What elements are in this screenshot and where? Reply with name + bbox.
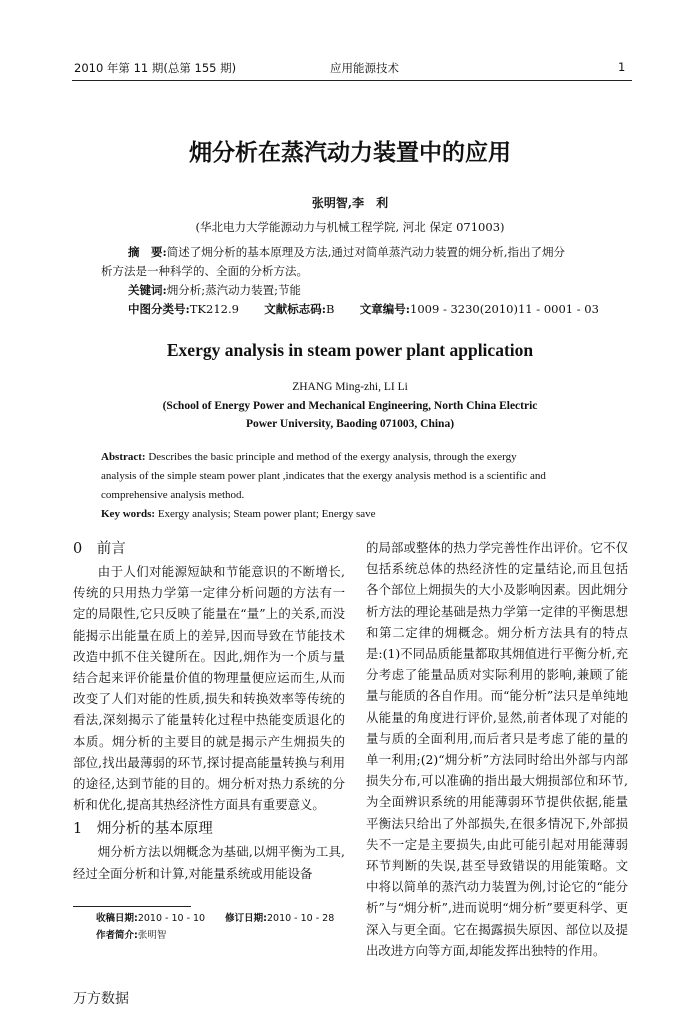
abstract-cn-text2: 析方法是一种科学的、全面的分析方法。 xyxy=(101,264,308,278)
revised-label: 修订日期: xyxy=(225,913,267,924)
right-column xyxy=(366,537,628,961)
keywords-cn xyxy=(128,281,638,300)
classification-line xyxy=(128,300,648,319)
abstract-cn-label: 摘 要: xyxy=(128,245,167,259)
header-issue: 2010 年第 11 期(总第 155 期) xyxy=(74,61,237,75)
section-1-heading: 1 㶲分析的基本原理 xyxy=(73,821,213,838)
section-0-paragraph: 由于人们对能源短缺和节能意识的不断增长,传统的只用热力学第一定律分析问题的方法有一定的局限性,它只反映了能量在“量”上的关系,而没能揭示出能量在质上的差异,因而导致在节能技术改造中抓不住关键所在。因此,㶲作为一个质与量结合起来评价能量价值的物理量便应运而生,从而改变了人们对能的性质,损失和转换效率等传统的看法,深刻揭示了能量转化过程中热能变质退化的本质。㶲分析的主要目的就是揭示产生㶲损失的部位,找出最薄弱的环节,探讨提高能量转换与利用的途径,达到节能的目的。㶲分析对热力系统的分析和优化,提高其热经济性方面具有重要意义。 xyxy=(73,564,345,813)
received-date: 2010 - 10 - 10 xyxy=(137,913,206,924)
keywords-en xyxy=(101,505,621,524)
author-bio-label: 作者简介: xyxy=(96,930,138,941)
abstract-cn-text1: 简述了㶲分析的基本原理及方法,通过对简单蒸汽动力装置的㶲分析,指出了㶲分 xyxy=(166,245,566,259)
right-column-paragraph: 的局部或整体的热力学完善性作出评价。它不仅包括系统总体的热经济性的定量结论,而且包括各个部位上㶲损失的大小及影响因素。因此㶲分析方法的理论基础是热力学第一定律的平衡思想和第二定律的㶲概念。㶲分析方法具有的特点是:(1)不同品质能量都取其㶲值进行平衡分析,充分考虑了能量品质对实际利用的影响,兼顾了能量与能质的各自作用。而“能分析”法只是单纯地从能量的角度进行评价,显然,前者体现了对能的量与质的全面利用,而后者只是考虑了能的量的单一利用;(2)“㶲分析”方法同时给出外部与内部损失分布,可以准确的指出最大㶲损部位和环节,为全面辨识系统的用能薄弱环节提供依据,能量平衡法只给出了外部损失,在很多情况下,外部损失不一定是主要损失,由此可能引起对用能薄弱环节判断的失误,甚至导致错误的用能策略。文中将以简单的蒸汽动力装置为例,讨论它的“能分析”与“㶲分析”,进而说明“㶲分析”要更科学、更深入与更全面。它在揭露损失原因、部位以及提出改进方向等方面,却能发挥出独特的作用。 xyxy=(366,540,628,958)
left-column xyxy=(73,537,345,884)
keywords-cn-label: 关键词: xyxy=(128,283,167,297)
header-rule xyxy=(72,80,632,81)
abstract-en-line1 xyxy=(101,448,621,467)
revised-date: 2010 - 10 - 28 xyxy=(266,913,335,924)
section-0-heading: 0 前言 xyxy=(73,541,126,557)
affiliation-en-line1: (School of Energy Power and Mechanical Engineering, North China Electric xyxy=(162,400,538,412)
article-number-label: 文章编号: xyxy=(359,302,411,316)
keywords-cn-text: 㶲分析;蒸汽动力装置;节能 xyxy=(166,283,301,297)
clc-value: TK212.9 xyxy=(189,302,239,316)
abstract-en-label: Abstract: xyxy=(101,451,146,463)
doc-code-label: 文献标志码: xyxy=(264,302,326,316)
section-1-paragraph: 㶲分析方法以㶲概念为基础,以㶲平衡为工具,经过全面分析和计算,对能量系统或用能设备 xyxy=(73,844,345,881)
footnote-rule xyxy=(73,906,191,907)
received-label: 收稿日期: xyxy=(96,913,138,924)
article-number-value: 1009 - 3230(2010)11 - 0001 - 03 xyxy=(410,302,599,316)
title-cn: 㶲分析在蒸汽动力装置中的应用 xyxy=(189,140,511,166)
affiliation-en-line2: Power University, Baoding 071003, China) xyxy=(245,418,455,430)
authors-cn: 张明智,李 利 xyxy=(311,196,389,210)
authors-en: ZHANG Ming-zhi, LI Li xyxy=(292,381,408,393)
footnote-author xyxy=(96,927,356,944)
abstract-en-line3: comprehensive analysis method. xyxy=(101,489,245,501)
keywords-en-text: Exergy analysis; Steam power plant; Energy save xyxy=(155,508,376,520)
title-en: Exergy analysis in steam power plant application xyxy=(166,340,534,360)
abstract-en-text1: Describes the basic principle and method of the exergy analysis, through the exergy xyxy=(145,451,517,463)
keywords-en-label: Key words: xyxy=(101,508,156,520)
abstract-en-line2: analysis of the simple steam power plant ,indicates that the exergy analysis method is a scientific and xyxy=(101,470,546,482)
header-journal: 应用能源技术 xyxy=(330,61,399,75)
author-bio-name: 张明智 xyxy=(137,930,167,941)
affiliation-cn: (华北电力大学能源动力与机械工程学院, 河北 保定 071003) xyxy=(195,220,505,234)
clc-label: 中图分类号: xyxy=(128,302,190,316)
doc-code-value: B xyxy=(326,302,335,316)
abstract-cn-line1 xyxy=(128,243,638,262)
footnote-dates xyxy=(96,910,356,927)
watermark-text: 万方数据 xyxy=(73,991,129,1007)
header-page-number: 1 xyxy=(618,60,626,74)
